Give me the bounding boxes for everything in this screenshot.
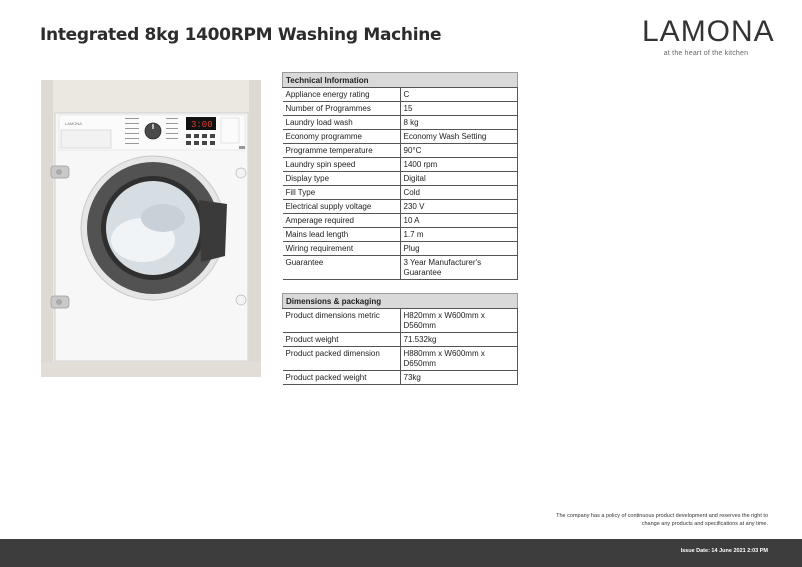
panel-brand: LAMONA xyxy=(65,121,82,126)
table-row xyxy=(283,116,518,130)
spec-label: Economy programme xyxy=(283,130,401,144)
spec-value: 10 A xyxy=(400,214,518,228)
table-row xyxy=(283,200,518,214)
table-row xyxy=(283,102,518,116)
table-row xyxy=(283,228,518,242)
disclaimer-line: The company has a policy of continuous product development and reserves the right to xyxy=(556,513,768,519)
table-row xyxy=(283,242,518,256)
spec-value: 15 xyxy=(400,102,518,116)
spec-label: Amperage required xyxy=(283,214,401,228)
table-row xyxy=(283,144,518,158)
spec-value: Economy Wash Setting xyxy=(400,130,518,144)
spec-value: H820mm x W600mm x D560mm xyxy=(400,309,518,333)
spec-value: 1400 rpm xyxy=(400,158,518,172)
spec-label: Number of Programmes xyxy=(283,102,401,116)
spec-label: Product packed weight xyxy=(283,371,401,385)
spec-label: Wiring requirement xyxy=(283,242,401,256)
spec-label: Appliance energy rating xyxy=(283,88,401,102)
display-readout: 3:00 xyxy=(191,120,213,130)
table-row xyxy=(283,371,518,385)
spec-label: Fill Type xyxy=(283,186,401,200)
spec-label: Display type xyxy=(283,172,401,186)
spec-label: Electrical supply voltage xyxy=(283,200,401,214)
table-row xyxy=(283,186,518,200)
table-row xyxy=(283,214,518,228)
spec-label: Laundry load wash xyxy=(283,116,401,130)
table-row xyxy=(283,309,518,333)
spec-value: H880mm x W600mm x D650mm xyxy=(400,347,518,371)
spec-value: 71.532kg xyxy=(400,333,518,347)
spec-value: Cold xyxy=(400,186,518,200)
spec-value: 1.7 m xyxy=(400,228,518,242)
brand-tagline: at the heart of the kitchen xyxy=(663,50,749,57)
spec-value: 90°C xyxy=(400,144,518,158)
spec-label: Product packed dimension xyxy=(283,347,401,371)
spec-label: Laundry spin speed xyxy=(283,158,401,172)
spec-label: Product dimensions metric xyxy=(283,309,401,333)
spec-label: Mains lead length xyxy=(283,228,401,242)
technical-information-table xyxy=(282,72,518,280)
table-row xyxy=(283,256,518,280)
spec-value: 73kg xyxy=(400,371,518,385)
brand-logo xyxy=(642,15,775,57)
footer-bar xyxy=(0,539,802,567)
disclaimer-line: change any products and specifications at any time. xyxy=(641,521,768,527)
table-row xyxy=(283,158,518,172)
dimensions-packaging-table xyxy=(282,293,518,385)
technical-information-heading: Technical Information xyxy=(283,73,518,88)
table-row xyxy=(283,347,518,371)
product-image xyxy=(41,80,261,377)
table-row xyxy=(283,130,518,144)
spec-label: Programme temperature xyxy=(283,144,401,158)
spec-label: Product weight xyxy=(283,333,401,347)
table-row xyxy=(283,333,518,347)
table-row xyxy=(283,88,518,102)
brand-name: LAMONA xyxy=(642,15,775,48)
dimensions-packaging-heading: Dimensions & packaging xyxy=(283,294,518,309)
spec-value: C xyxy=(400,88,518,102)
table-row xyxy=(283,172,518,186)
disclaimer xyxy=(508,512,768,528)
page-title: Integrated 8kg 1400RPM Washing Machine xyxy=(40,25,442,45)
issue-date: Issue Date: 14 June 2021 2:03 PM xyxy=(680,548,768,554)
spec-label: Guarantee xyxy=(283,256,401,280)
spec-value: 8 kg xyxy=(400,116,518,130)
spec-value: Plug xyxy=(400,242,518,256)
spec-value: 3 Year Manufacturer's Guarantee xyxy=(400,256,518,280)
spec-value: Digital xyxy=(400,172,518,186)
spec-value: 230 V xyxy=(400,200,518,214)
